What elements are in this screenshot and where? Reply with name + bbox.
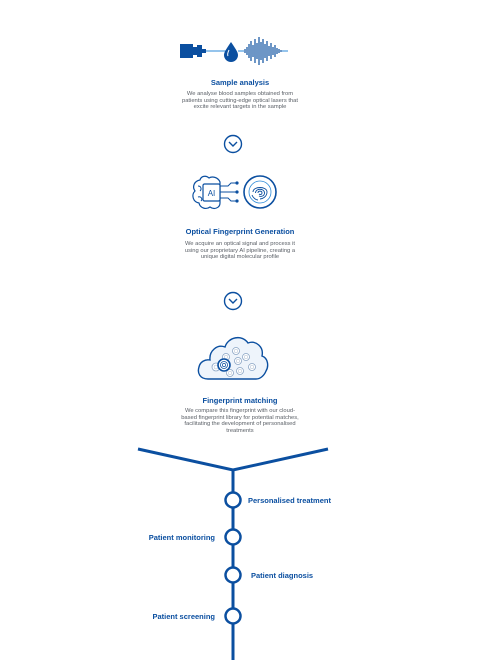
- step-title-optical-fingerprint-generation: Optical Fingerprint Generation: [185, 227, 295, 236]
- timeline-node: [224, 607, 242, 625]
- step-title-sample-analysis: Sample analysis: [210, 78, 270, 87]
- step-title-fingerprint-matching: Fingerprint matching: [202, 396, 278, 405]
- timeline-node: [224, 491, 242, 509]
- timeline-node: [224, 528, 242, 546]
- timeline-label-patient-diagnosis: Patient diagnosis: [251, 571, 314, 580]
- ai-chip-label: AI: [207, 189, 216, 198]
- timeline-label-personalised-treatment: Personalised treatment: [248, 496, 331, 505]
- step-description-optical-fingerprint-generation: We acquire an optical signal and process it using our proprietary AI pipeline, creating a unique digital molecular profile: [184, 241, 296, 261]
- timeline-node: [224, 566, 242, 584]
- timeline-label-patient-screening: Patient screening: [152, 612, 215, 621]
- step-description-fingerprint-matching: We compare this fingerprint with our cloud-based fingerprint library for potential matches, facilitating the development of personalised treatments: [181, 408, 299, 434]
- timeline-label-patient-monitoring: Patient monitoring: [148, 533, 215, 542]
- step-description-sample-analysis: We analyse blood samples obtained from patients using cutting-edge optical lasers that excite relevant targets in the sample: [181, 91, 298, 111]
